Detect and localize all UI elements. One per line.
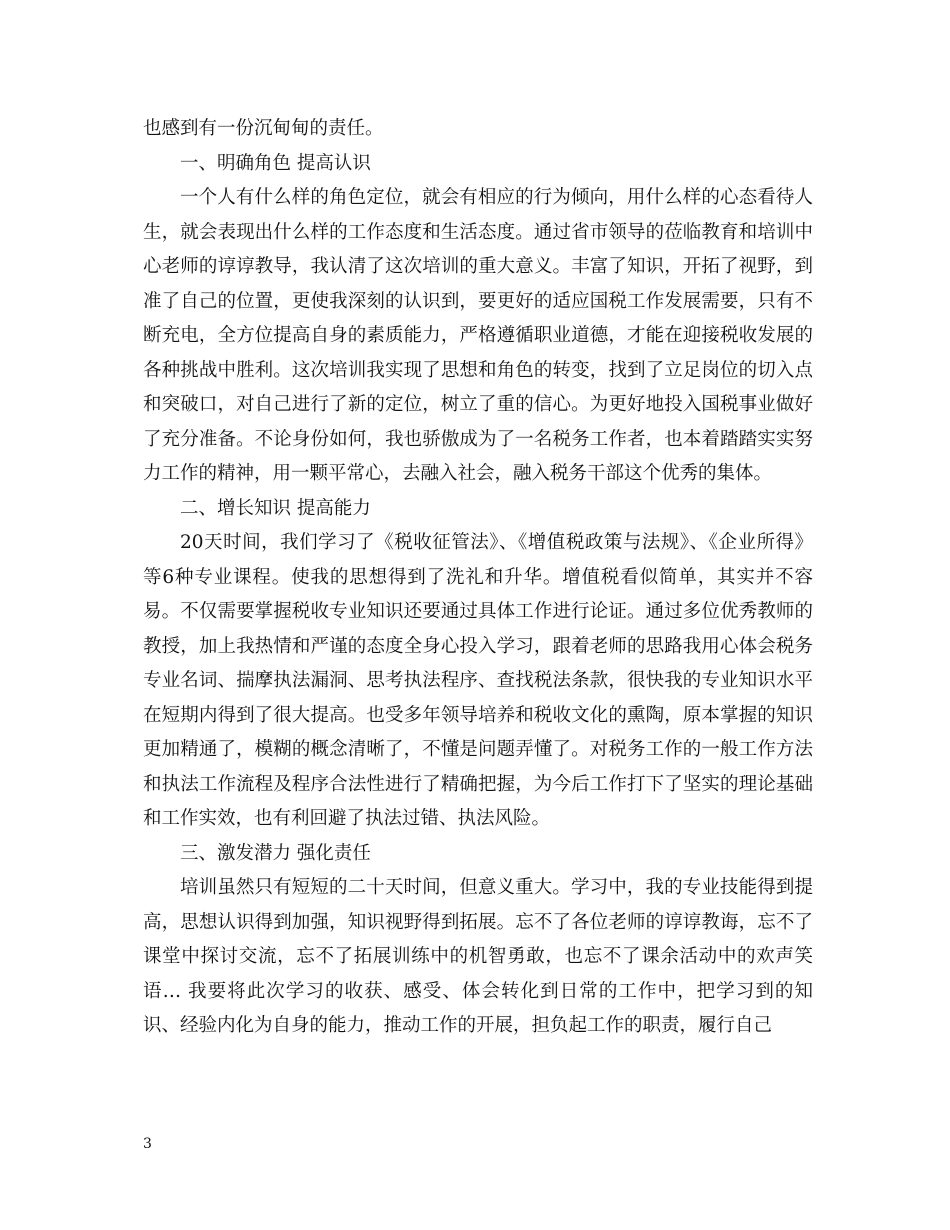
section-heading: 二、增长知识 提高能力 xyxy=(180,497,371,519)
page-number: 3 xyxy=(143,1136,152,1152)
section-heading: 一、明确角色 提高认识 xyxy=(180,152,371,174)
paragraph: 培训虽然只有短短的二十天时间，但意义重大。学习中，我的专业技能得到提高，思想认识得到加强，知识视野得到拓展。忘不了各位老师的谆谆教诲，忘不了课堂中探讨交流，忘不了拓展训练中的机智勇敢，也忘不了课余活动中的欢声笑语… 我要将此次学习的收获、感受、体会转化到日常的工作中，把学习到的知识、经验内化为自身的能力，推动工作的开展，担负起工作的职责，履行自己 xyxy=(143,877,813,1036)
paragraph: 也感到有一份沉甸甸的责任。 xyxy=(143,118,384,139)
section-heading: 三、激发潜力 强化责任 xyxy=(180,842,371,864)
paragraph: 20天时间，我们学习了《税收征管法》、《增值税政策与法规》、《企业所得》等6种专业课程。使我的思想得到了洗礼和升华。增值税看似简单，其实并不容易。不仅需要掌握税收专业知识还要通过具体工作进行论证。通过多位优秀教师的教授，加上我热情和严谨的态度全身心投入学习，跟着老师的思路我用心体会税务专业名词、揣摩执法漏洞、思考执法程序、查找税法条款，很快我的专业知识水平在短期内得到了很大提高。也受多年领导培养和税收文化的熏陶，原本掌握的知识更加精通了，模糊的概念清晰了，不懂是问题弄懂了。对税务工作的一般工作方法和执法工作流程及程序合法性进行了精确把握，为今后工作打下了坚实的理论基础和工作实效，也有利回避了执法过错、执法风险。 xyxy=(143,532,813,829)
document-body xyxy=(143,112,813,1044)
paragraph: 一个人有什么样的角色定位，就会有相应的行为倾向，用什么样的心态看待人生，就会表现出什么样的工作态度和生活态度。通过省市领导的莅临教育和培训中心老师的谆谆教导，我认清了这次培训的重大意义。丰富了知识，开拓了视野，到准了自己的位置，更使我深刻的认识到，要更好的适应国税工作发展需要，只有不断充电，全方位提高自身的素质能力，严格遵循职业道德，才能在迎接税收发展的各种挑战中胜利。这次培训我实现了思想和角色的转变，找到了立足岗位的切入点和突破口，对自己进行了新的定位，树立了重的信心。为更好地投入国税事业做好了充分准备。不论身份如何，我也骄傲成为了一名税务工作者，也本着踏踏实实努力工作的精神，用一颗平常心，去融入社会，融入税务干部这个优秀的集体。 xyxy=(143,187,813,484)
